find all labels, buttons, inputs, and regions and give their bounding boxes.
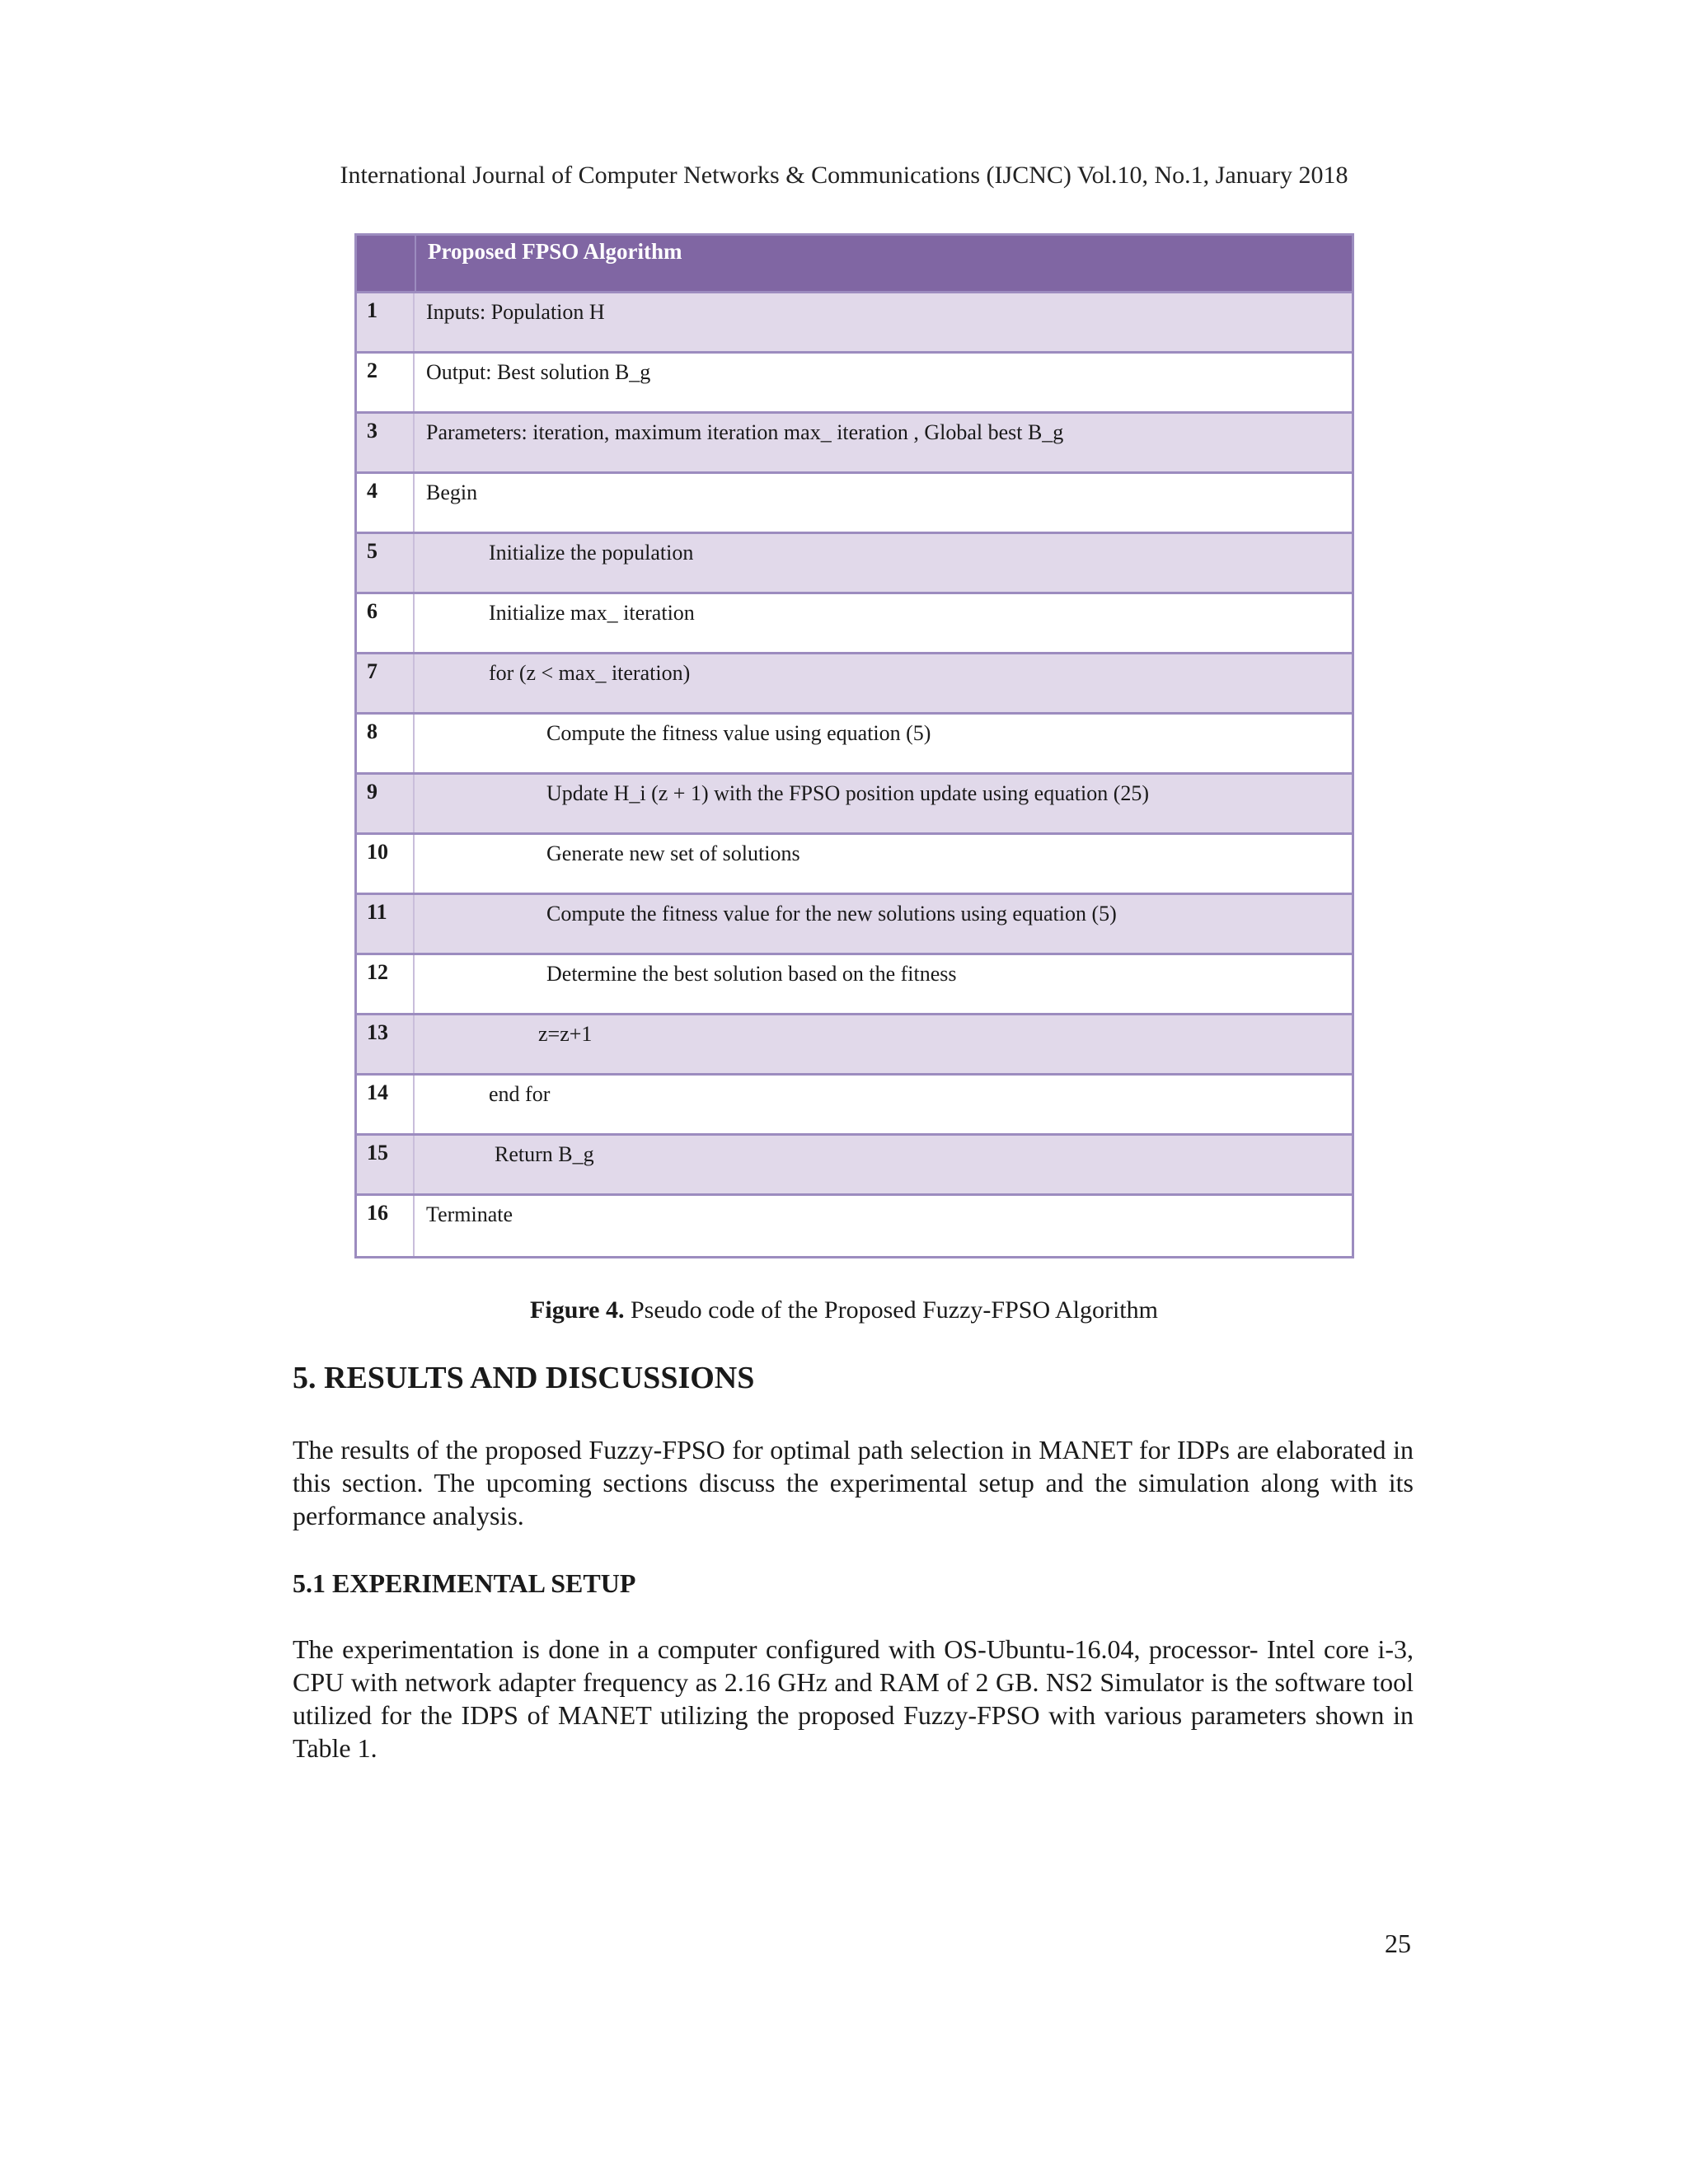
line-code: Output: Best solution B_g xyxy=(426,360,651,384)
page-number: 25 xyxy=(1385,1929,1411,1958)
algorithm-row xyxy=(357,1015,1352,1076)
algorithm-row xyxy=(357,895,1352,955)
line-number: 5 xyxy=(357,534,415,592)
line-code: Initialize max_ iteration xyxy=(489,601,695,625)
line-code: Terminate xyxy=(426,1202,513,1226)
algorithm-row xyxy=(357,594,1352,654)
line-number: 15 xyxy=(357,1136,415,1193)
algorithm-title: Proposed FPSO Algorithm xyxy=(428,239,682,264)
line-number: 6 xyxy=(357,594,415,652)
line-code: Initialize the population xyxy=(489,541,694,565)
algorithm-row xyxy=(357,654,1352,715)
algorithm-row xyxy=(357,293,1352,354)
algorithm-row xyxy=(357,1196,1352,1256)
algorithm-row xyxy=(357,534,1352,594)
line-number: 12 xyxy=(357,955,415,1013)
line-code: Compute the fitness value for the new solutions using equation (5) xyxy=(546,902,1117,926)
line-code: Generate new set of solutions xyxy=(546,841,800,865)
line-number: 16 xyxy=(357,1196,415,1256)
line-code: Compute the fitness value using equation (5) xyxy=(546,721,931,745)
section-paragraph: The results of the proposed Fuzzy-FPSO for optimal path selection in MANET for IDPs are elaborated in this section. The upcoming sections discuss the experimental setup and the simulation along with its performance analysis. xyxy=(293,1435,1414,1530)
line-code: Determine the best solution based on the fitness xyxy=(546,962,957,986)
figure-caption-text: Pseudo code of the Proposed Fuzzy-FPSO Algorithm xyxy=(624,1296,1158,1324)
line-code: Update H_i (z + 1) with the FPSO position update using equation (25) xyxy=(546,781,1150,805)
algorithm-row xyxy=(357,474,1352,534)
algorithm-row xyxy=(357,414,1352,474)
algorithm-row xyxy=(357,715,1352,775)
figure-caption xyxy=(0,1296,1688,1324)
line-code: Parameters: iteration, maximum iteration max_ iteration , Global best B_g xyxy=(426,420,1064,444)
line-number: 2 xyxy=(357,354,415,411)
line-number: 1 xyxy=(357,293,415,351)
line-code: for (z < max_ iteration) xyxy=(489,661,691,685)
line-number: 3 xyxy=(357,414,415,471)
line-number: 4 xyxy=(357,474,415,532)
algorithm-row xyxy=(357,955,1352,1015)
line-code: Inputs: Population H xyxy=(426,300,605,324)
line-number: 9 xyxy=(357,775,415,832)
algorithm-row xyxy=(357,1076,1352,1136)
line-number: 11 xyxy=(357,895,415,953)
line-code: end for xyxy=(489,1082,551,1106)
line-code: Return B_g xyxy=(495,1142,594,1166)
line-code: Begin xyxy=(426,480,478,504)
line-number: 14 xyxy=(357,1076,415,1133)
algorithm-row xyxy=(357,835,1352,895)
line-code: z=z+1 xyxy=(538,1022,593,1046)
line-number: 10 xyxy=(357,835,415,893)
algorithm-row xyxy=(357,775,1352,835)
algorithm-table xyxy=(354,233,1354,1258)
subsection-paragraph: The experimentation is done in a computer configured with OS-Ubuntu-16.04, processor- Intel core i-3, CPU with network adapter frequency as 2.16 GHz and RAM of 2 GB. NS2 Simulator is the software tool utilized for the IDPS of MANET utilizing the proposed Fuzzy-FPSO with various parameters shown in Table 1. xyxy=(293,1634,1414,1763)
subsection-heading: 5.1 EXPERIMENTAL SETUP xyxy=(293,1568,636,1598)
journal-header: International Journal of Computer Networks & Communications (IJCNC) Vol.10, No.1, January 2018 xyxy=(340,162,1348,189)
algorithm-row xyxy=(357,1136,1352,1196)
line-number: 7 xyxy=(357,654,415,712)
algorithm-table-header xyxy=(357,236,1352,293)
section-heading: 5. RESULTS AND DISCUSSIONS xyxy=(293,1361,755,1395)
line-number: 13 xyxy=(357,1015,415,1073)
figure-label: Figure 4. xyxy=(530,1296,625,1324)
line-number: 8 xyxy=(357,715,415,772)
algorithm-row xyxy=(357,354,1352,414)
